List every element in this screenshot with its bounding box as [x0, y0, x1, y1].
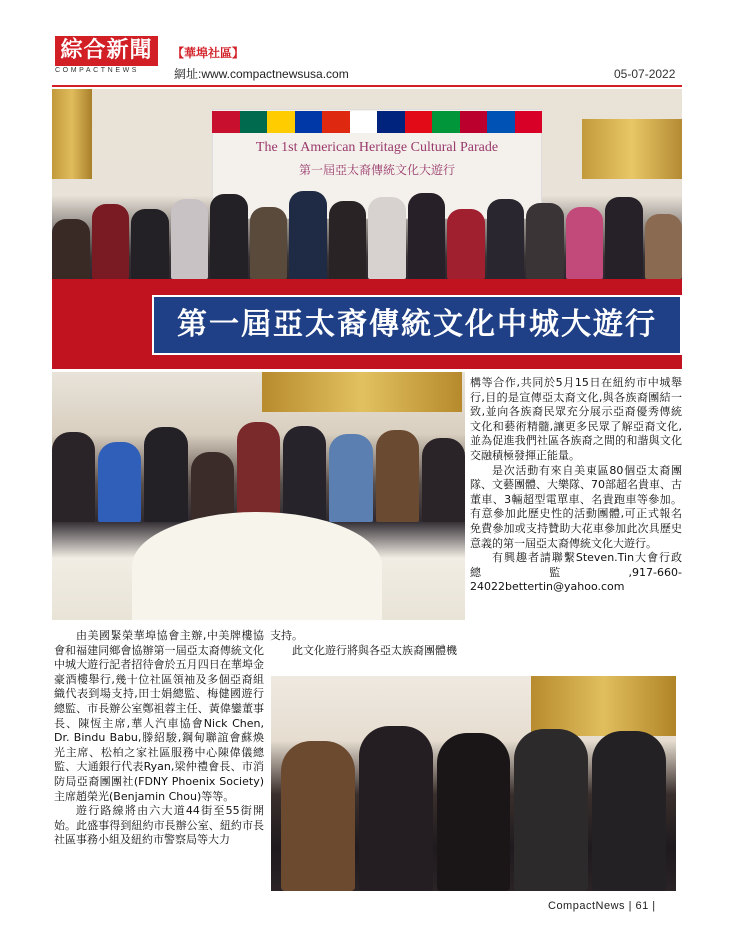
website-url[interactable]: 網址:www.compactnewsusa.com: [174, 67, 349, 81]
article-paragraph: 有興趣者請聯繫Steven.Tin大會行政總監,917-660-24022bettertin@yahoo.com: [470, 551, 682, 594]
page-number: | 61 |: [628, 900, 656, 912]
article-paragraph: 由美國緊榮華埠協會主辦,中美牌樓協會和福建同鄉會協辦第一屆亞太裔傳統文化中城大遊行記者招待會於五月四日在華埠金豪酒樓舉行,幾十位社區領袖及多個亞裔組織代表到場支持,田士娟總監、梅健國遊行總監、市長辦公室鄭祖蓉主任、黃偉鑾董事長、陳恆主席,華人汽車協會Nick Chen, Dr. Bindu Babu,滕紹駿,鋼甸聯誼會蘇煥光主席、松柏之家社區服務中心陳偉儀總監、大通銀行代表Ryan,梁仲禮會長、市消防局亞裔團團社(FDNY Phoenix Society)主席趙榮光(Benjamin Chou)等等。: [54, 629, 264, 803]
article-column-middle: [270, 629, 480, 658]
article-paragraph: 此文化遊行將與各亞太族裔團體機: [292, 643, 457, 657]
headline: 第一屆亞太裔傳統文化中城大遊行: [152, 295, 682, 355]
curtain-left: [52, 89, 92, 179]
article-column-right: [470, 376, 682, 595]
banner-title: The 1st American Heritage Cultural Parade: [255, 140, 499, 155]
flags-row: [212, 111, 542, 133]
article-paragraph: 支持。: [270, 629, 303, 642]
page-footer: [548, 900, 656, 912]
curtain-right: [582, 119, 682, 179]
round-table: [132, 512, 382, 620]
table-group-photo: [52, 372, 465, 620]
footer-brand: CompactNews: [548, 900, 626, 912]
article-paragraph: 構等合作,共同於5月15日在紐約市中城舉行,目的是宣傳亞太裔文化,與各族裔團結一致,並向各族裔民眾充分展示亞裔優秀傳統文化和藝術精髓,讓更多民眾了解亞裔文化,並為促進我們社區各族裔之間的和諧與文化交融積極發揮正能量。: [470, 376, 682, 462]
newspaper-logo: 綜合新聞: [55, 36, 158, 66]
small-group-photo: [271, 676, 676, 891]
article-paragraph: 是次活動有來自美東區80個亞太裔團隊、文藝團體、大樂隊、70部超名貴車、古董車、3輛超型電單車、名貴跑車等參加。有意參加此歷史性的活動團體,可正式報名免費參加或支持贊助大花車參加此次具歷史意義的第一屆亞太裔傳統文化大遊行。: [470, 463, 682, 550]
logo-subtitle: COMPACTNEWS: [55, 67, 140, 74]
banner-subtitle: 第一屆亞太裔傳統文化大遊行: [298, 163, 455, 177]
attendees-group: [52, 189, 682, 279]
seated-attendees: [52, 402, 465, 522]
issue-date: 05-07-2022: [614, 67, 676, 81]
article-column-left: [54, 629, 264, 848]
header-rule: [52, 85, 682, 87]
section-label: 【華埠社區】: [172, 46, 245, 60]
article-paragraph: 遊行路線將由六大道44街至55街開始。此盛事得到紐約市長辦公室、紐約市長社區事務小組及紐約市警察局等大力: [54, 804, 264, 847]
group-photo-main: [52, 89, 682, 369]
standing-attendees: [271, 706, 676, 891]
